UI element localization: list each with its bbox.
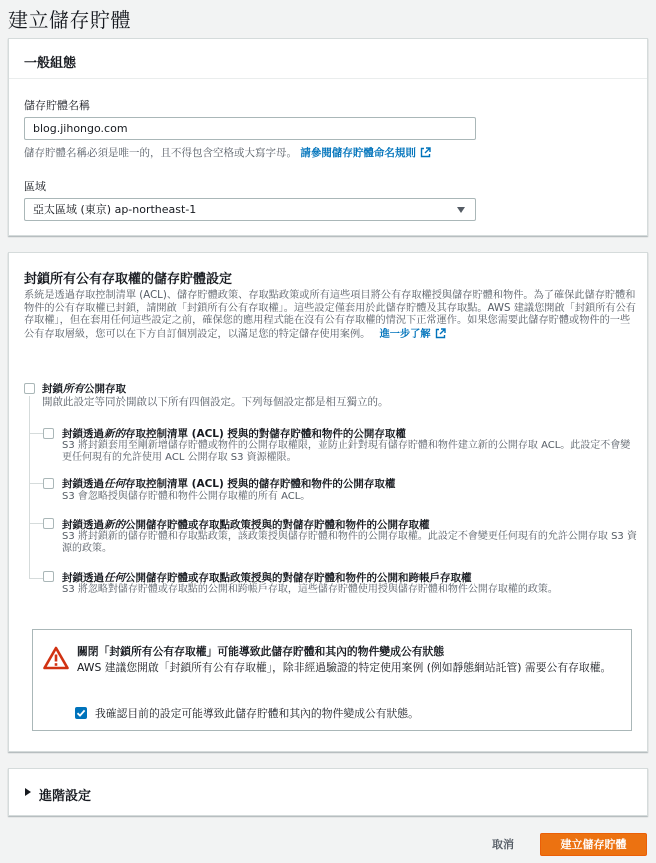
option-title-em: 新的 <box>104 519 125 531</box>
region-select[interactable] <box>24 198 476 221</box>
block-new-acl-title <box>62 426 406 441</box>
block-any-acl-checkbox[interactable] <box>43 478 54 489</box>
acknowledge-label: 我確認目前的設定可能導致此儲存貯體和其內的物件變成公有狀態。 <box>95 707 419 720</box>
block-any-policy-checkbox[interactable] <box>43 571 54 582</box>
external-link-icon <box>435 328 446 339</box>
option-title-em: 任何 <box>104 478 125 490</box>
option-title-pre: 封鎖透過 <box>62 478 104 490</box>
bucket-name-hint-text: 儲存貯體名稱必須是唯一的，且不得包含空格或大寫字母。 <box>24 147 297 159</box>
cancel-button[interactable]: 取消 <box>492 838 514 851</box>
caret-right-icon <box>25 788 31 796</box>
block-public-access-title: 封鎖所有公有存取權的儲存貯體設定 <box>24 272 233 287</box>
acknowledge-checkbox[interactable] <box>75 707 87 719</box>
tree-branch <box>29 578 43 579</box>
option-title-pre: 封鎖透過 <box>62 519 104 531</box>
block-new-policy-description: S3 將封鎖新的儲存貯體和存取點政策，該政策授與儲存貯體和物件的公開存取權。此設定不會變更任何現有的允許公開存取 S3 資源的政策。 <box>62 531 637 554</box>
option-title-post: 存取控制清單 (ACL) 授與的對儲存貯體和物件的公開存取權 <box>125 428 406 440</box>
naming-rules-link[interactable] <box>300 147 431 159</box>
advanced-settings-panel[interactable] <box>8 768 648 816</box>
learn-more-link-text[interactable]: 進一步了解 <box>379 328 431 340</box>
checkmark-icon <box>75 707 87 719</box>
warning-title: 關閉「封鎖所有公有存取權」可能導致此儲存貯體和其內的物件變成公有狀態 <box>77 645 445 658</box>
block-new-acl-checkbox[interactable] <box>43 428 54 439</box>
bucket-name-hint <box>24 145 431 160</box>
warning-body: AWS 建議您開啟「封鎖所有公有存取權」，除非經過驗證的特定使用案例 (例如靜態網站託管) 需要公有存取權。 <box>77 661 612 674</box>
option-title-post: 公開儲存貯體或存取點政策授與的對儲存貯體和物件的公開存取權 <box>125 519 430 531</box>
block-new-policy-checkbox[interactable] <box>43 518 54 529</box>
create-bucket-button[interactable]: 建立儲存貯體 <box>540 833 647 856</box>
warning-icon <box>43 646 69 670</box>
naming-rules-link-text[interactable]: 請參閱儲存貯體命名規則 <box>300 147 416 159</box>
option-title-post: 公開儲存貯體或存取點政策授與的對儲存貯體和物件的公開和跨帳戶存取權 <box>125 572 472 584</box>
option-title-pre: 封鎖透過 <box>62 572 104 584</box>
tree-branch <box>29 483 43 484</box>
block-all-title <box>42 381 126 396</box>
chevron-down-icon <box>457 207 465 213</box>
block-public-access-description <box>24 290 636 341</box>
block-all-title-em: 所有 <box>63 383 84 395</box>
advanced-settings-label[interactable]: 進階設定 <box>39 789 92 804</box>
public-access-warning <box>32 629 632 731</box>
bucket-name-label: 儲存貯體名稱 <box>24 99 90 112</box>
block-any-acl-title <box>62 476 395 491</box>
block-any-policy-title <box>62 570 472 585</box>
block-new-acl-description: S3 將封鎖套用至剛新增儲存貯體或物件的公開存取權限，並防止針對現有儲存貯體和物件建立新的公開存取 ACL。此設定不會變更任何現有的允許使用 ACL 公開存取 S3 資源權限。 <box>62 440 631 463</box>
option-title-pre: 封鎖透過 <box>62 428 104 440</box>
block-all-title-post: 公開存取 <box>84 383 126 395</box>
region-select-value: 亞太區域 (東京) ap-northeast-1 <box>33 203 197 216</box>
tree-branch <box>29 523 43 524</box>
general-config-header: 一般組態 <box>9 39 647 79</box>
external-link-icon <box>420 147 431 158</box>
tree-connector <box>29 396 30 579</box>
page-title: 建立儲存貯體 <box>8 8 131 32</box>
option-title-em: 任何 <box>104 572 125 584</box>
option-title-em: 新的 <box>104 428 125 440</box>
block-all-description: 開啟此設定等同於開啟以下所有四個設定。下列每個設定都是相互獨立的。 <box>42 396 389 408</box>
bucket-name-input[interactable]: blog.jihongo.com <box>24 117 476 140</box>
block-any-acl-description: S3 會忽略授與儲存貯體和物件公開存取權的所有 ACL。 <box>62 491 311 502</box>
tree-branch <box>29 433 43 434</box>
block-new-policy-title <box>62 517 430 532</box>
block-all-title-pre: 封鎖 <box>42 383 63 395</box>
region-label: 區域 <box>24 180 46 193</box>
block-public-access-description-text: 系統是透過存取控制清單 (ACL)、儲存貯體政策、存取點政策或所有這些項目將公有存取權授與儲存貯體和物件。為了確保此儲存貯體和物件的公有存取權已封鎖，請開啟「封鎖所有公有存取權」。這些設定僅套用於此儲存貯體及其存取點。AWS 建議您開啟「封鎖所有公有存取權」，但在套用任何這些設定之前，確保您的應用程式能在沒有公有存取權的情況下正常運作。如果您需要此儲存貯體或物件的一些公有存取層級，您可以在下方自訂個別設定，以滿足您的特定儲存使用案例。 <box>24 290 636 340</box>
block-all-checkbox[interactable] <box>24 383 35 394</box>
block-public-access-panel <box>8 252 648 752</box>
general-config-panel <box>8 38 648 236</box>
block-any-policy-description: S3 將忽略對儲存貯體或存取點的公開和跨帳戶存取，這些儲存貯體使用授與儲存貯體和物件公開存取權的政策。 <box>62 584 558 595</box>
option-title-post: 存取控制清單 (ACL) 授與的儲存貯體和物件的公開存取權 <box>125 478 396 490</box>
learn-more-link[interactable] <box>380 329 446 340</box>
